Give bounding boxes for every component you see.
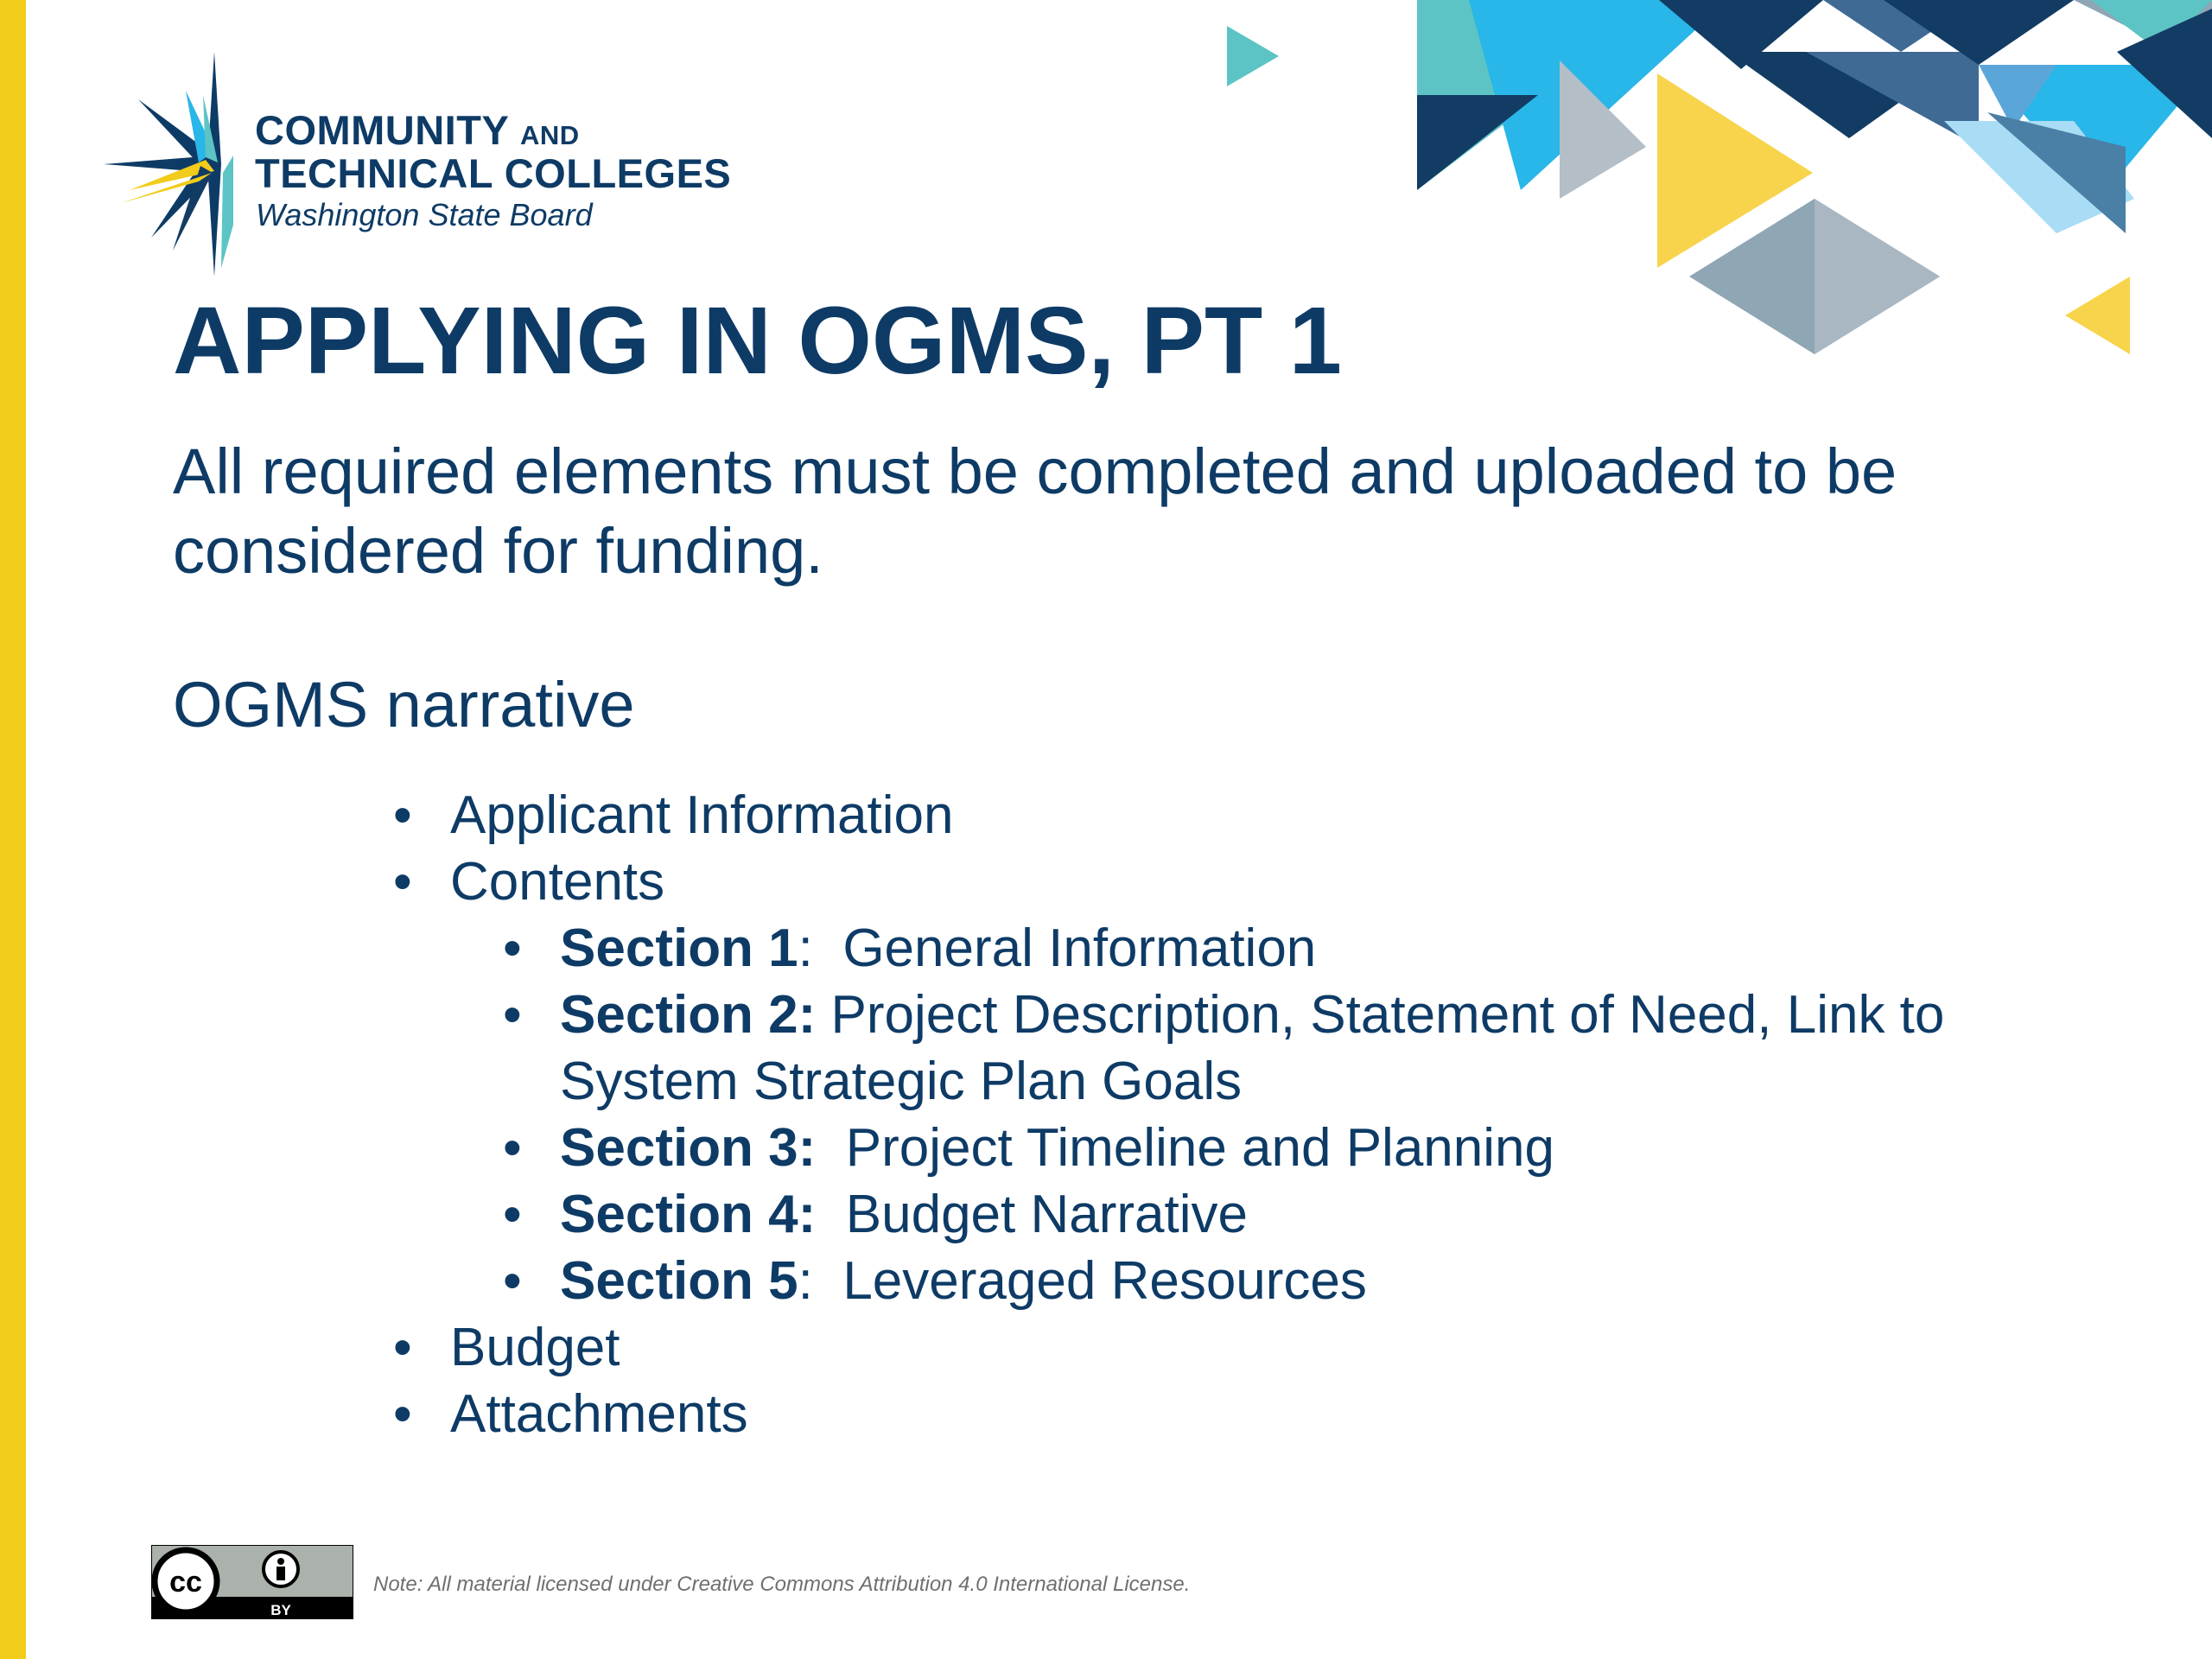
section-label: Section 4: bbox=[560, 1185, 817, 1244]
bullet-text: Contents bbox=[450, 852, 665, 912]
sub-bullet-section-5 bbox=[503, 1248, 2035, 1314]
bullet-attachments bbox=[393, 1381, 2035, 1447]
subheading-ogms-narrative: OGMS narrative bbox=[173, 669, 635, 741]
sub-bullet-section-4 bbox=[503, 1181, 2035, 1248]
slide-title: APPLYING IN OGMS, PT 1 bbox=[173, 288, 1342, 394]
bullet-list bbox=[393, 782, 2035, 1447]
person-icon bbox=[277, 1558, 284, 1565]
logo-starburst-mark bbox=[104, 52, 233, 285]
logo-text-washington-state-board: Washington State Board bbox=[256, 197, 593, 232]
cc-icon: cc bbox=[169, 1566, 202, 1599]
license-note: Note: All material licensed under Creative Commons Attribution 4.0 International License. bbox=[373, 1573, 1191, 1596]
section-text: Leveraged Resources bbox=[812, 1251, 1367, 1311]
section-text: Project Description, Statement of Need, Link to System Strategic Plan Goals bbox=[560, 985, 1945, 1111]
section-text: General Information bbox=[812, 918, 1317, 978]
bullet-contents bbox=[393, 849, 2035, 915]
section-label: Section 1 bbox=[560, 918, 798, 978]
logo-word-community: COMMUNITY bbox=[255, 107, 509, 153]
bullet-text: Applicant Information bbox=[450, 785, 954, 845]
bullet-applicant-information bbox=[393, 782, 2035, 849]
bullet-text: Attachments bbox=[450, 1384, 748, 1444]
section-text: Budget Narrative bbox=[816, 1185, 1248, 1244]
wsbctc-logo bbox=[104, 52, 743, 285]
logo-text-technical-colleges: TECHNICAL COLLEGES bbox=[255, 150, 732, 196]
section-label: Section 2: bbox=[560, 985, 817, 1045]
logo-text-community bbox=[255, 106, 580, 154]
section-label-suffix: : bbox=[798, 1251, 813, 1311]
sub-bullet-section-2 bbox=[503, 982, 2035, 1115]
logo-word-and: AND bbox=[520, 120, 580, 150]
cc-by-license-badge bbox=[151, 1545, 353, 1619]
section-label: Section 3: bbox=[560, 1118, 817, 1178]
intro-text: All required elements must be completed and uploaded to be considered for funding. bbox=[173, 435, 1897, 587]
bullet-text: Budget bbox=[450, 1318, 620, 1377]
by-label: BY bbox=[270, 1602, 291, 1618]
section-label: Section 5 bbox=[560, 1251, 798, 1311]
sub-bullet-section-3 bbox=[503, 1115, 2035, 1181]
sub-bullet-section-1 bbox=[503, 915, 2035, 982]
bullet-budget bbox=[393, 1314, 2035, 1381]
section-text: Project Timeline and Planning bbox=[816, 1118, 1555, 1178]
section-label-suffix: : bbox=[798, 918, 813, 978]
